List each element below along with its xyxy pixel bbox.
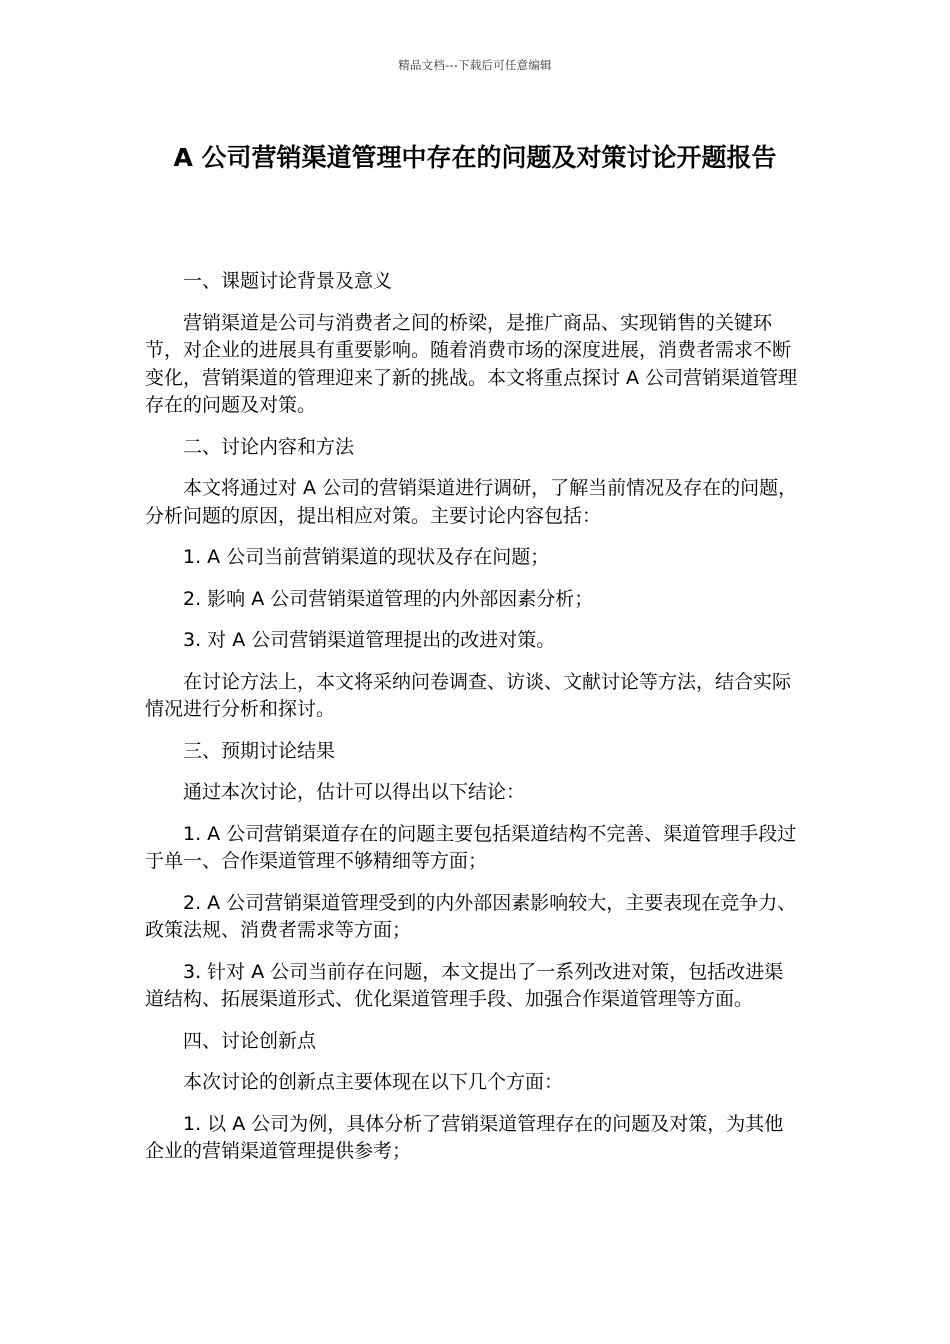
list-item-result-3: 3. 针对 A 公司当前存在问题，本文提出了一系列改进对策，包括改进渠道结构、拓展渠道形式、优化渠道管理手段、加强合作渠道管理等方面。 (145, 960, 784, 1010)
document-title: A 公司营销渠道管理中存在的问题及对策讨论开题报告 (173, 143, 777, 172)
document-body (145, 268, 800, 1180)
paragraph-background: 营销渠道是公司与消费者之间的桥梁，是推广商品、实现销售的关键环节，对企业的进展具有重要影响。随着消费市场的深度进展，消费者需求不断变化，营销渠道的管理迎来了新的挑战。本文将重点探讨 A 公司营销渠道管理存在的问题及对策。 (145, 311, 798, 416)
section-heading-expected-results: 三、预期讨论结果 (183, 739, 336, 762)
section-heading-innovation: 四、讨论创新点 (183, 1029, 317, 1052)
list-item-content-3: 3. 对 A 公司营销渠道管理提出的改进对策。 (183, 629, 556, 651)
header-note: 精品文档---下载后可任意编辑 (398, 58, 552, 72)
section-heading-content-methods: 二、讨论内容和方法 (183, 435, 355, 458)
list-item-result-2: 2. A 公司营销渠道管理受到的内外部因素影响较大，主要表现在竞争力、政策法规、消费者需求等方面； (145, 891, 797, 941)
list-item-content-1: 1. A 公司当前营销渠道的现状及存在问题； (183, 546, 550, 568)
paragraph-content-intro: 本文将通过对 A 公司的营销渠道进行调研，了解当前情况及存在的问题，分析问题的原因，提出相应对策。主要讨论内容包括： (145, 477, 798, 527)
list-item-innovation-1: 1. 以 A 公司为例，具体分析了营销渠道管理存在的问题及对策，为其他企业的营销渠道管理提供参考； (145, 1112, 784, 1162)
paragraph-methods: 在讨论方法上，本文将采纳问卷调查、访谈、文献讨论等方法，结合实际情况进行分析和探讨。 (145, 670, 792, 720)
list-item-result-1: 1. A 公司营销渠道存在的问题主要包括渠道结构不完善、渠道管理手段过于单一、合作渠道管理不够精细等方面； (145, 822, 797, 872)
list-item-content-2: 2. 影响 A 公司营销渠道管理的内外部因素分析； (183, 587, 594, 610)
paragraph-results-intro: 通过本次讨论，估计可以得出以下结论： (183, 781, 526, 803)
section-heading-background: 一、课题讨论背景及意义 (183, 270, 393, 292)
paragraph-innovation-intro: 本次讨论的创新点主要体现在以下几个方面： (183, 1071, 564, 1093)
